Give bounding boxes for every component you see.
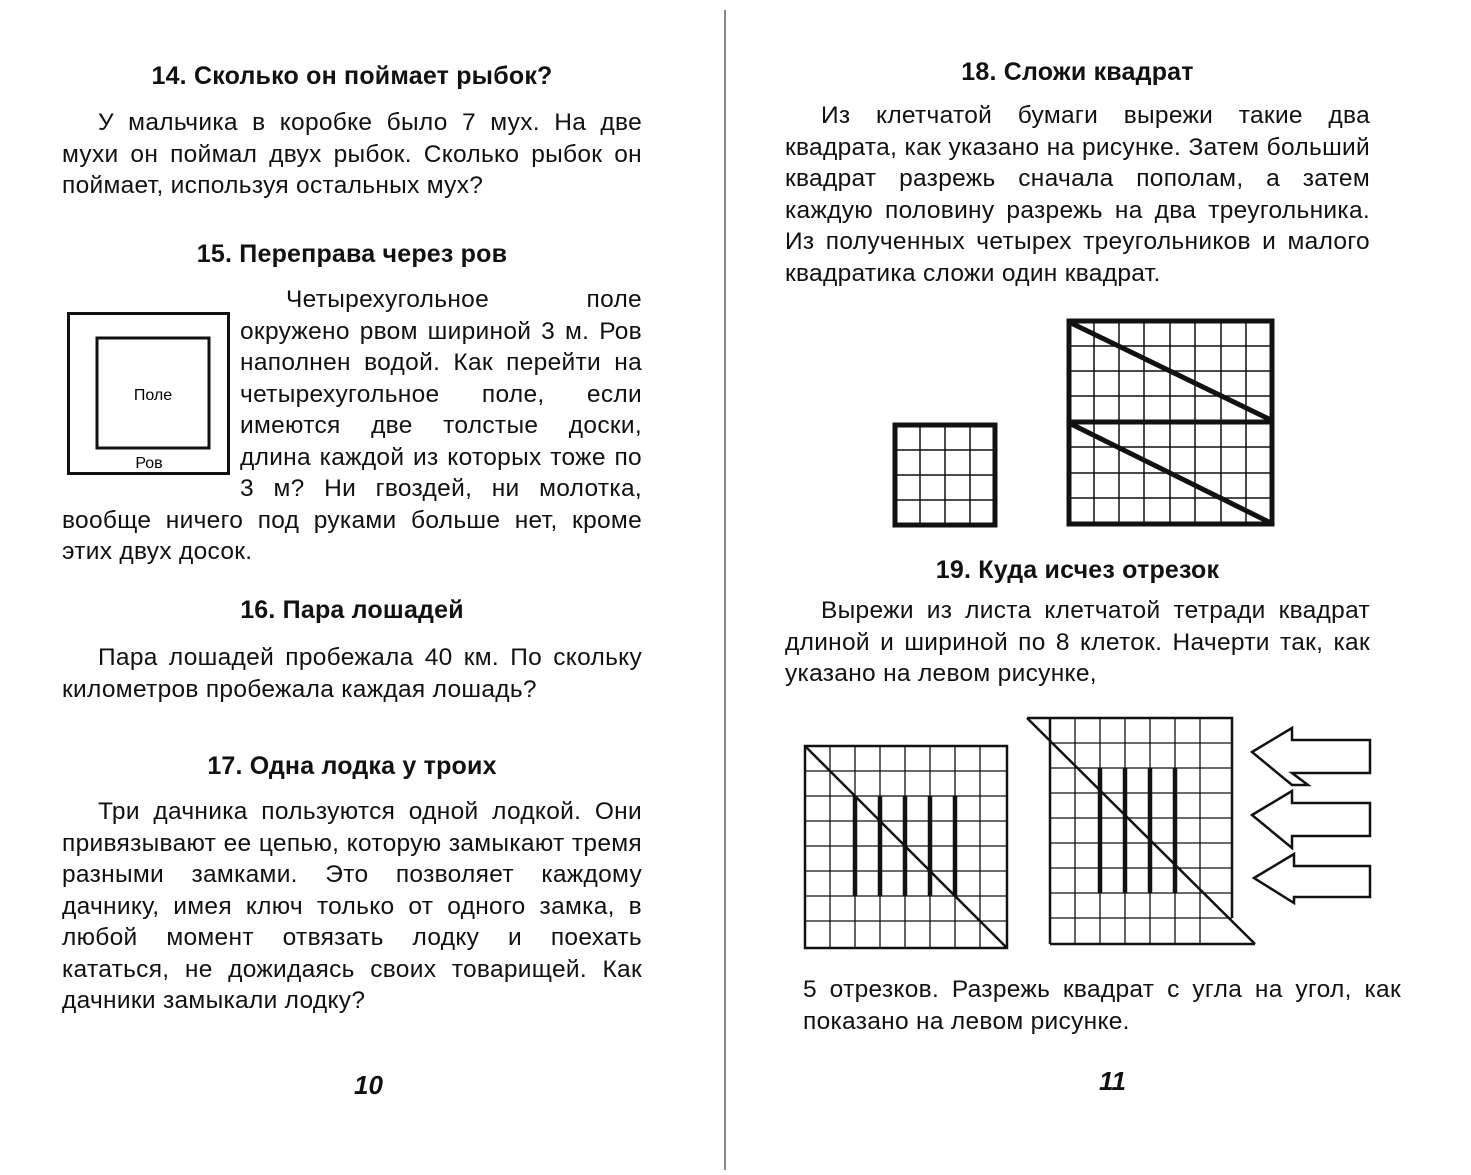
problem-14-title: 14. Сколько он поймает рыбок? — [151, 62, 553, 90]
problem-16-title: 16. Пара лошадей — [240, 596, 464, 624]
problem-18-text: Из клетчатой бумаги вырежи такие два квадрата, как указано на рисунке. Затем больший квадрат разрежь сначала пополам, а затем каждую половину разрежь на два треугольника. Из полученных четырех треугольников и малого квадратика сложи один квадрат. — [785, 102, 1370, 287]
large-grid-square — [1066, 318, 1276, 528]
problem-15-text: Четырехугольное поле окружено рвом шириной 3 м. Ров наполнен водой. Как перейти на четырехугольное поле, если имеются две толстые доски, длина каждой из которых тоже по 3 м? Ни гвоздей, ни молотка, вообще ничего под руками больше нет, кроме этих двух досок. — [62, 286, 642, 565]
problem-14-text: У мальчика в коробке было 7 мух. На две мухи он поймал двух рыбок. Сколько рыбок он поймает, используя остальных мух? — [62, 109, 642, 199]
problem-18-title: 18. Сложи квадрат — [961, 58, 1194, 86]
page-left — [62, 0, 642, 1175]
problem-19-text: Вырежи из листа клетчатой тетради квадрат длиной и шириной по 8 клеток. Начерти так, как указано на левом рисунке, — [785, 597, 1370, 687]
page-right — [785, 0, 1401, 1175]
page-number-right: 11 — [1099, 1066, 1126, 1096]
problem-16-text: Пара лошадей пробежала 40 км. По скольку километров пробежала каждая лошадь? — [62, 644, 642, 703]
problem-15-title: 15. Переправа через ров — [196, 240, 508, 268]
field-label: Поле — [133, 387, 173, 404]
arrow-left-icon — [1252, 728, 1370, 785]
arrows-group — [1248, 725, 1376, 905]
small-grid-square — [892, 422, 998, 528]
arrow-left-icon — [1252, 791, 1370, 848]
arrow-left-icon — [1254, 854, 1370, 903]
moat-label: Ров — [135, 455, 163, 472]
problem-17-title: 17. Одна лодка у троих — [207, 752, 497, 780]
problem-19-title: 19. Куда исчез отрезок — [935, 556, 1220, 584]
page-number-left: 10 — [354, 1070, 383, 1100]
book-spine — [724, 10, 726, 1170]
problem-17-text: Три дачника пользуются одной лодкой. Они привязывают ее цепью, которую замыкают тремя разными замками. Это позволяет каждому дачнику, имея ключ только от одного замка, в любой момент отвязать лодку и поехать кататься, не дожидаясь своих товарищей. Как дачники замыкали лодку? — [62, 798, 642, 1014]
puzzle-figure-left — [803, 744, 1011, 950]
problem-19-text-continued: 5 отрезков. Разрежь квадрат с угла на угол, как показано на левом рисунке. — [803, 976, 1401, 1035]
puzzle-figure-right — [1025, 714, 1265, 948]
